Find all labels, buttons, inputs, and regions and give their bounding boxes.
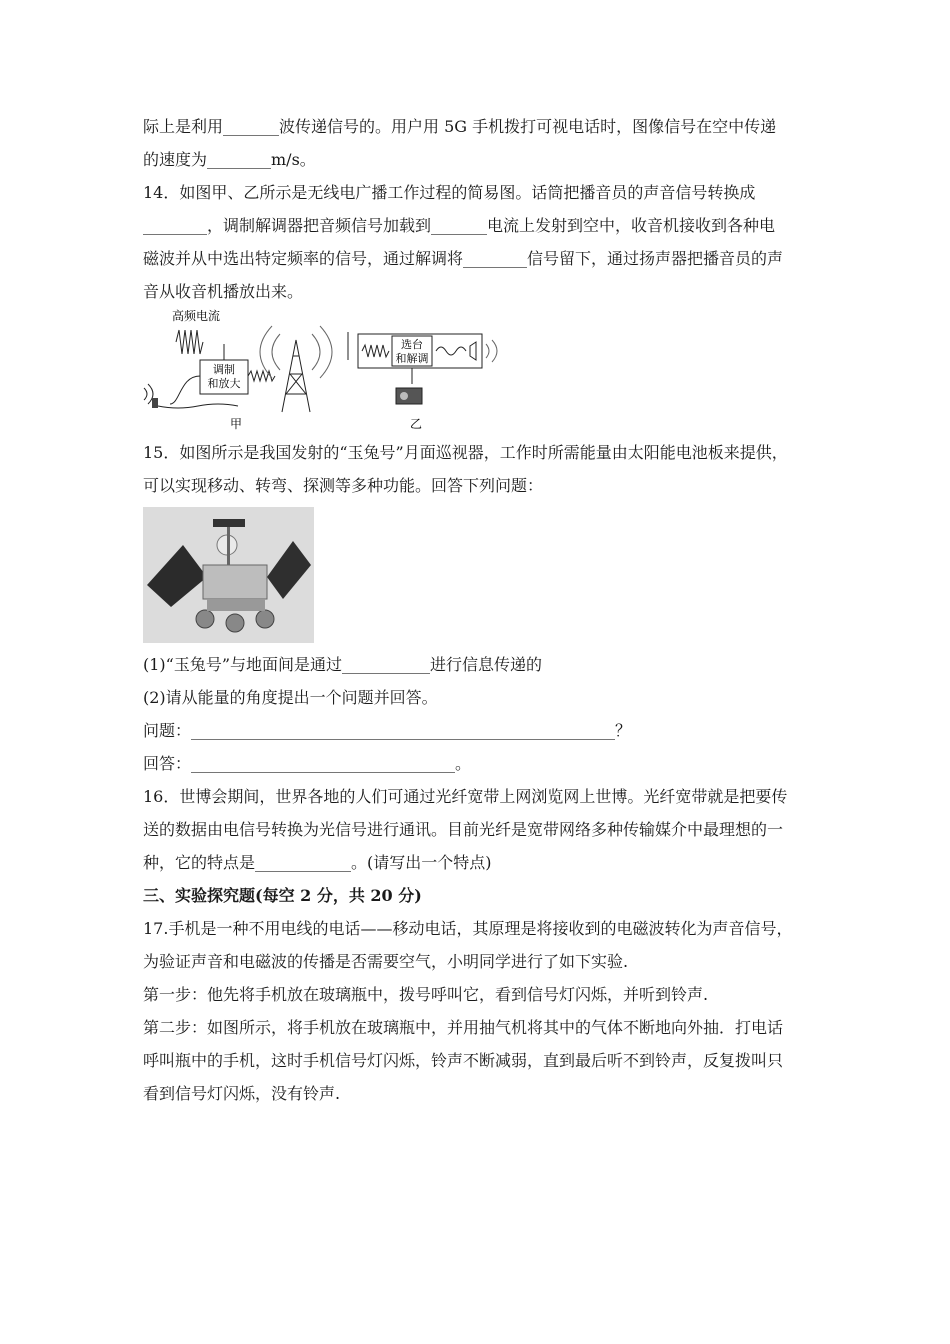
- question-15-1: (1)“玉兔号”与地面间是通过___________进行信息传递的: [143, 655, 543, 674]
- caption-yi: 乙: [409, 417, 423, 431]
- wheel: [256, 610, 274, 628]
- radio-broadcast-diagram: [140, 304, 520, 436]
- camera-mast: [213, 519, 245, 527]
- text-line: 磁波并从中选出特定频率的信号，通过解调将________信号留下，通过扬声器把播音员的声: [143, 249, 784, 268]
- text-line: 的速度为________m/s。: [143, 150, 316, 169]
- antenna-tower-icon: [282, 340, 310, 412]
- rover-body: [203, 565, 267, 599]
- question-14-line: 14．如图甲、乙所示是无线电广播工作过程的简易图。话筒把播音员的声音信号转换成: [143, 183, 756, 202]
- modulator-label-1: 调制: [213, 364, 235, 376]
- radio-receiver-icon: [396, 388, 422, 404]
- rover-illustration: [143, 507, 314, 643]
- yutu-rover-photo: [143, 507, 314, 643]
- high-freq-wave-icon: [176, 330, 203, 354]
- modulator-label-2: 和放大: [207, 378, 241, 390]
- wheel: [196, 610, 214, 628]
- text-line: ________，调制解调器把音频信号加载到_______电流上发射到空中，收音机接收到各种电: [143, 216, 776, 235]
- caption-jia: 甲: [229, 417, 243, 431]
- text-line: 际上是利用_______波传递信号的。用户用 5G 手机拨打可视电话时，图像信号在空中传递: [143, 117, 777, 136]
- question-17-line: 17.手机是一种不用电线的电话——移动电话，其原理是将接收到的电磁波转化为声音信号，: [143, 919, 793, 938]
- high-freq-label: 高频电流: [172, 309, 221, 323]
- question-16-line: 16．世博会期间，世界各地的人们可通过光纤宽带上网浏览网上世博。光纤宽带就是把要传: [143, 787, 788, 806]
- text-line: 送的数据由电信号转换为光信号进行通讯。目前光纤是宽带网络多种传输媒介中最理想的一: [143, 820, 784, 839]
- text-line: 种，它的特点是____________。(请写出一个特点): [143, 853, 492, 872]
- text-line: 呼叫瓶中的手机，这时手机信号灯闪烁，铃声不断减弱，直到最后听不到铃声，反复拨叫只: [143, 1051, 784, 1070]
- sound-wave-icon: [486, 340, 497, 362]
- answer-blank-line: 回答：_________________________________。: [143, 754, 472, 773]
- tuner-label-2: 和解调: [395, 353, 429, 365]
- question-blank-line: 问题：_____________________________________________________？: [143, 721, 632, 740]
- modulated-wave-icon: [248, 371, 275, 381]
- text-line: 看到信号灯闪烁，没有铃声.: [143, 1084, 341, 1103]
- step-one-line: 第一步：他先将手机放在玻璃瓶中，拨号呼叫它，看到信号灯闪烁，并听到铃声.: [143, 985, 709, 1004]
- text-line: 可以实现移动、转弯、探测等多种功能。回答下列问题：: [143, 476, 544, 495]
- wheel: [226, 614, 244, 632]
- microphone-icon: [152, 398, 158, 408]
- question-15-2: (2)请从能量的角度提出一个问题并回答。: [143, 688, 438, 707]
- microphone-sound-icon: [144, 384, 153, 404]
- step-two-line: 第二步：如图所示，将手机放在玻璃瓶中，并用抽气机将其中的气体不断地向外抽．打电话: [143, 1018, 784, 1037]
- text-line: 为验证声音和电磁波的传播是否需要空气，小明同学进行了如下实验.: [143, 952, 629, 971]
- section-heading: 三、实验探究题(每空 2 分，共 20 分): [143, 886, 422, 905]
- text-line: 音从收音机播放出来。: [143, 282, 304, 301]
- question-15-line: 15．如图所示是我国发射的“玉兔号”月面巡视器，工作时所需能量由太阳能电池板来提供，: [143, 443, 788, 462]
- tuner-label-1: 选台: [401, 339, 423, 351]
- radio-wave-icon: [260, 326, 332, 378]
